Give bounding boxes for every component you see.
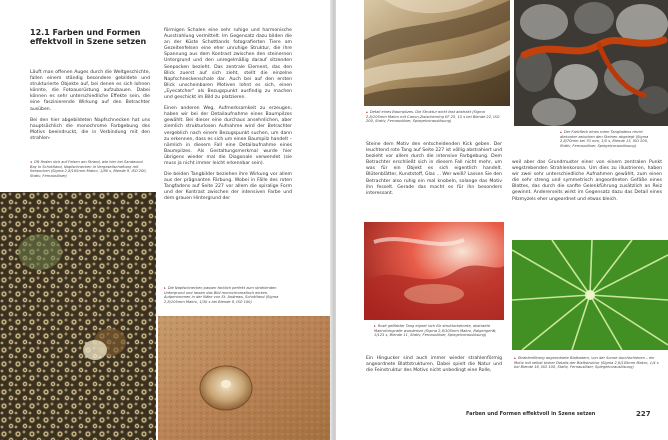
left-column-text bbox=[30, 70, 150, 147]
caption-limpet: ▸ Die Napfschnecken passen farblich perfekt zum strahlenden Untergrund und lassen das Bild monochromatisch wirken. Aufgenommen in der Nähe von St. Andrews, Schottland (Sigma 2,8/105mm Makro, 1/30 s bei Blende 8, ISO 100) bbox=[164, 286, 279, 304]
page-number: 227 bbox=[636, 410, 651, 418]
red-seaweed-photo bbox=[514, 0, 668, 126]
paragraph: Bei den hier abgebildeten Napfschnecken hat uns hauptsächlich die monochrome Farbgebung des Motivs beeindruckt, die in Verbindung mit den strahlen- bbox=[30, 117, 150, 141]
right-column-text bbox=[164, 28, 292, 208]
left-page bbox=[0, 0, 332, 440]
middle-column-text-bottom bbox=[366, 356, 502, 379]
paragraph: Läuft man offenen Auges durch die Weltgeschichte, fallen einem ständig besondere gebildete und strukturierte Objekte auf, bei denen es sich lohnen könnte, die Fotoausrüstung aufzubauen. Dabei können es sehr unterschiedliche Effekte sein, die eine faszinierende Wirkung auf den Betrachter ausüben. bbox=[30, 70, 150, 112]
section-title: Farben und Formen effektvoll in Szene setzen bbox=[30, 28, 147, 46]
barnacles-photo bbox=[0, 192, 156, 440]
section-heading bbox=[30, 28, 150, 46]
caption-leaf: ▴ Strahlenförmig angeordnete Blattadern, von der Sonne durchschienen – ein Motiv mit selbst bisher Details der Blattstruktur (Sigma 2,8/105mm Makro, 1/4 s bei Blende 16, ISO 100, Stativ, Fernauslöser, Spiegelvorauslösung) bbox=[514, 356, 659, 370]
paragraph: Die beiden Tangbilder beziehen ihre Wirkung vor allem aus der prägnanten Färbung. Wobei in Fälle des roten Tangfadens auf Seite 227 vor allem die spiralige Form und der Kontrast zwischen der intensiven Farbe und dem grauen Hintergrund der bbox=[164, 172, 292, 202]
middle-column-text-top bbox=[366, 142, 502, 202]
paragraph: Ein Hingucker sind auch immer wieder strahlenförmig angeordnete Blattstrukturen. Dabei spielt die Natur und die Feinstruktur des Motivs nicht unbedingt eine Rolle, bbox=[366, 356, 502, 374]
right-column-text bbox=[512, 160, 662, 208]
caption-fungus: ▴ Detail eines Baumpilzes. Die Struktur wirkt fast abstrakt (Sigma 2,8/105mm Makro mit Canon-Zwischenring EF 25, 15 s bei Blende 22, ISO 200, Stativ, Fernauslöser, Spiegelvorauslösung) bbox=[366, 110, 500, 124]
paragraph: förmigen Schalen eine sehr ruhige und harmonische Ausstrahlung vermittelt. Im Gegensatz dazu bilden die an der Küste Schottlands fotografierten Tiere am Gezeitenfelsen eine eher unruhige Struktur, die ihre Spannung aus dem Kontrast zwischen den steinernen Untergrund und den unregelmäßig darauf sitzenden Seepocken bezieht. Das zentrale Element, das den Blick zuerst auf sich zieht, stellt die einzelne Napfschneckenschale dar. Auch bei auf den ersten Blick unscheinbaren Motiven lohnt es sich, einen „Eyecatcher“ als Bezugspunkt ausfindig zu machen und geschickt im Bild zu platzieren. bbox=[164, 28, 292, 101]
pink-seaweed-photo bbox=[364, 222, 504, 320]
running-footer: Farben und Formen effektvoll in Szene setzen bbox=[466, 411, 596, 417]
section-number: 12.1 bbox=[30, 28, 50, 37]
caption-barnacles: ◂ Oft finden sich auf Felsen am Strand, wie hier bei Sandwood Bay in Schottland, Napfschnecken in Vergesellschaftung mit Seepocken (Sigma 2,8/105mm Makro, 1/80 s, Blende 9, ISO 200, Stativ, Fernauslöser) bbox=[30, 160, 147, 178]
paragraph: weil aber das Grundmuster einer von einem zentralen Punkt wegstrebenden Strahlenkorona. Um dies zu illustrieren, haben wir zwei sehr unterschiedliche Aufnahmen gewählt, zum einen die sehr streng und symmetrisch angeordneten Gefäße eines Blattes, das durch die sanfte Gelenkführung zusätzlich an Reiz gewinnt. Andererseits wirkt im Gegensatz dazu das Detail eines Pilzmyzels eher ungeordnet und etwas bleich. bbox=[512, 160, 662, 202]
limpet-photo bbox=[158, 316, 330, 440]
right-page bbox=[336, 0, 668, 440]
caption-pink-seaweed: ▸ Rosé gefärbter Tang eignet sich für strukturbetonte, abstrakte Makrofotografie wunderbar (Sigma 2,8/105mm Makro, Balgengerät, 1/125 s, Blende 11, Stativ, Fernauslöser, Spiegelvorauslösung) bbox=[374, 324, 497, 338]
fungus-photo bbox=[364, 0, 510, 106]
caption-red-seaweed: ▴ Der Farbfleck eines roten Tangfadens reicht diekonter zwischen den Steinen abgelegt (Sigma 2,8/70mm bei 70 mm, 1/5 s, Blende 13, ISO 200, Stativ, Fernauslöser, Spiegelvorauslösung) bbox=[560, 130, 649, 148]
paragraph: Steine dem Motiv den entscheidenden Kick geben. Der leuchtend rote Tang auf Seite 227 ist völlig abstrahiert und bezieht vor allem durch die intensive Farbgebung. Dem Betrachter erschließt sich in diesem Fall nicht mehr, um was für ein Objekt es sich eigentlich handelt. Blütenblätter, Kunststoff, Glas ... Wer weiß? Lassen Sie den Betrachter also ruhig ein mal knobeln, solange das Motiv ihn fesselt. Gerade das macht es für ihn besonders interessant. bbox=[366, 142, 502, 196]
leaf-photo bbox=[512, 240, 668, 350]
paragraph: Einen anderen Weg, Aufmerksamkeit zu erzeugen, haben wir bei der Detailaufnahme eines Baumpilzes gewählt. Bei dieser eine durchaus ansehnlichen, aber ziemlich strukturlosen Aufnahme wird der Betrachter vergeblich nach einem Bezugspunkt suchen, um dann zu erkennen, dass es sich um einen Baumpilz handelt – nämlich in diesem Fall eine Detailaufnahme eines Baumpilzes. Als Gestaltungsmerkmal wurde hier übrigens wieder mal die Diagonale verwendet (sie muss ja nicht immer leicht erkennbar sein). bbox=[164, 106, 292, 166]
